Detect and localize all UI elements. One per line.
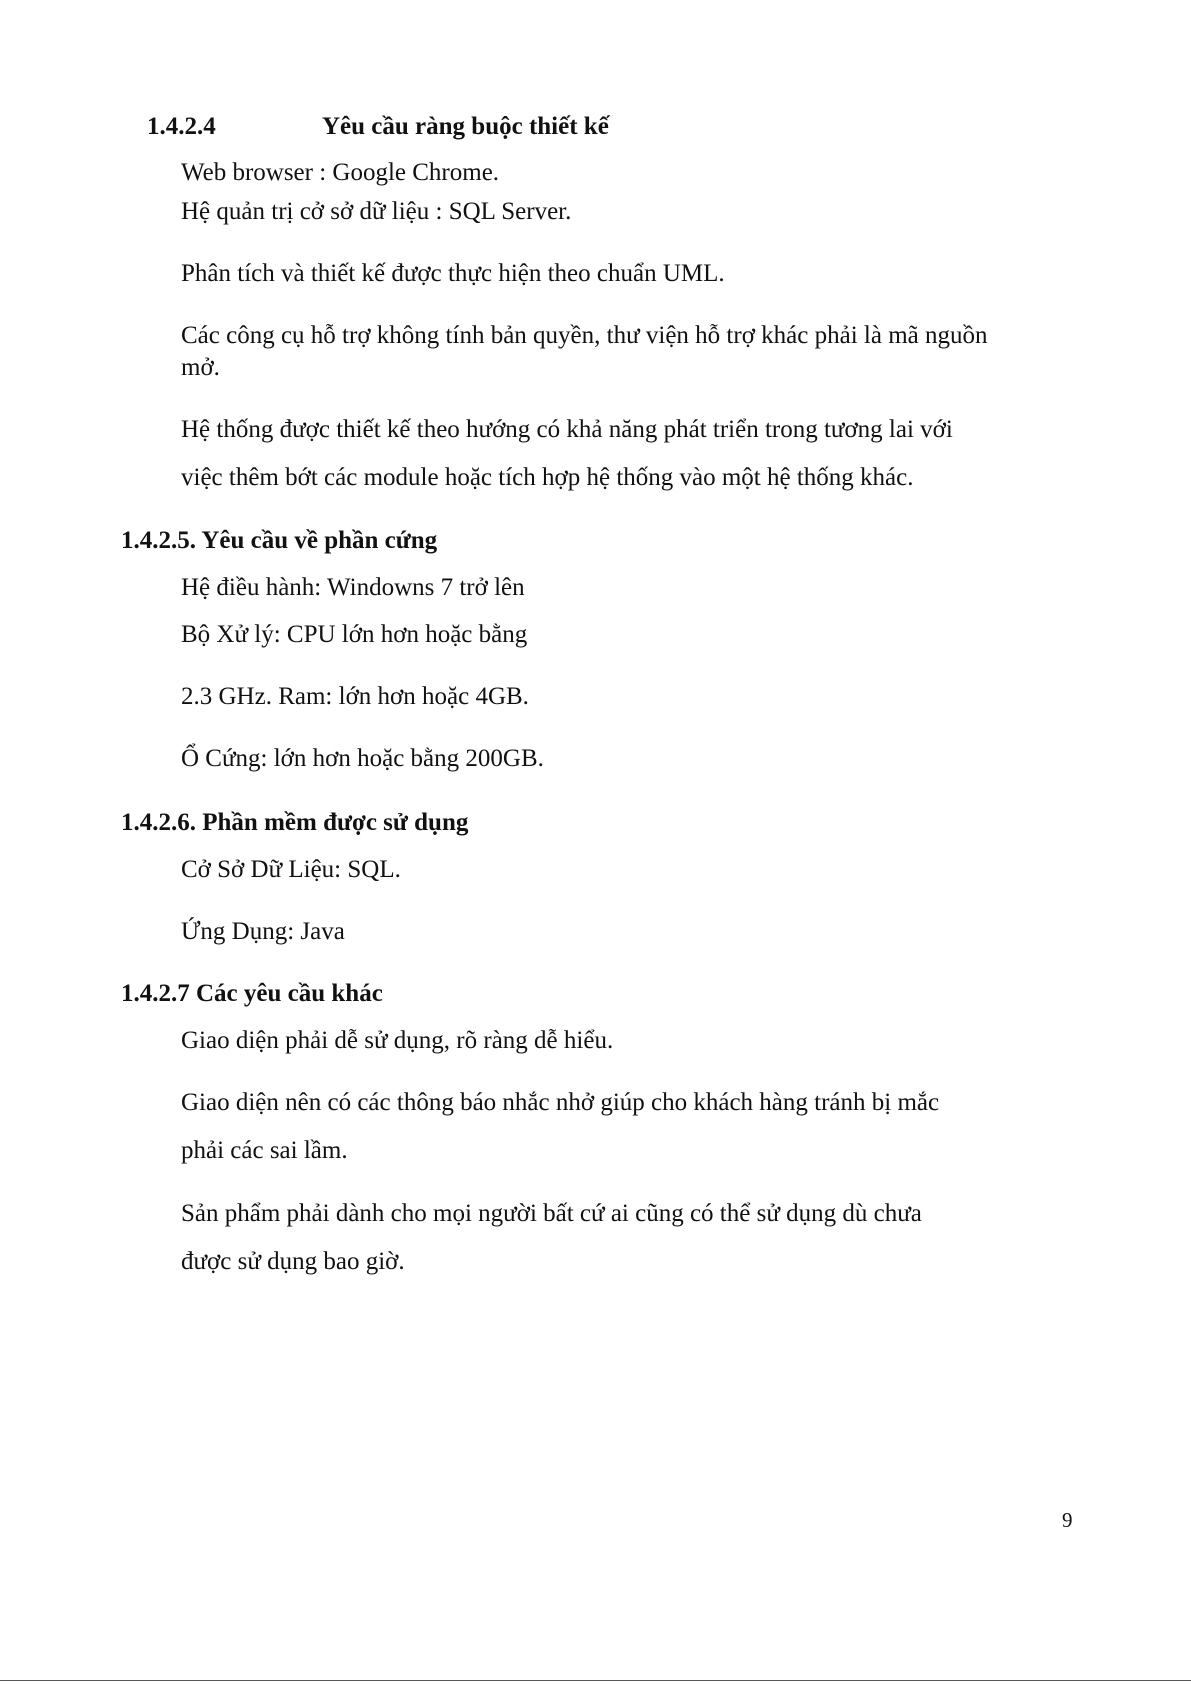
text-line: Các công cụ hỗ trợ không tính bản quyền, thư viện hỗ trợ khác phải là mã nguồn — [181, 322, 988, 349]
text-line: 2.3 GHz. Ram: lớn hơn hoặc 4GB. — [181, 683, 529, 710]
text-line: Hệ thống được thiết kế theo hướng có khả năng phát triển trong tương lai với — [181, 416, 953, 443]
text-line: Hệ điều hành: Windowns 7 trở lên — [181, 574, 525, 601]
text-line: Ứng Dụng: Java — [181, 918, 345, 945]
page-number: 9 — [1062, 1508, 1073, 1532]
text-line: Sản phẩm phải dành cho mọi người bất cứ ai cũng có thể sử dụng dù chưa — [181, 1200, 922, 1227]
page-bottom-divider — [0, 1680, 1191, 1681]
section-heading-1-4-2-4 — [147, 112, 216, 142]
text-line: Ổ Cứng: lớn hơn hoặc bằng 200GB. — [181, 745, 544, 772]
text-line: được sử dụng bao giờ. — [181, 1248, 405, 1275]
section-heading-1-4-2-6: 1.4.2.6. Phần mềm được sử dụng — [121, 809, 469, 836]
text-line: Web browser : Google Chrome. — [181, 159, 500, 186]
text-line: phải các sai lầm. — [181, 1137, 348, 1164]
text-line: mở. — [181, 354, 220, 381]
section-heading-1-4-2-5: 1.4.2.5. Yêu cầu về phần cứng — [121, 527, 438, 554]
text-line: Cở Sở Dữ Liệu: SQL. — [181, 856, 401, 883]
text-line: Giao diện phải dễ sử dụng, rõ ràng dễ hiểu. — [181, 1027, 614, 1054]
text-line: Hệ quản trị cở sở dữ liệu : SQL Server. — [181, 198, 572, 225]
text-line: Giao diện nên có các thông báo nhắc nhở giúp cho khách hàng tránh bị mắc — [181, 1089, 940, 1116]
section-number: 1.4.2.4 — [147, 113, 216, 140]
text-line: Phân tích và thiết kế được thực hiện theo chuẩn UML. — [181, 260, 725, 287]
section-heading-1-4-2-7: 1.4.2.7 Các yêu cầu khác — [121, 980, 383, 1007]
text-line: việc thêm bớt các module hoặc tích hợp hệ thống vào một hệ thống khác. — [181, 464, 914, 491]
text-line: Bộ Xử lý: CPU lớn hơn hoặc bằng — [181, 621, 528, 648]
section-title: Yêu cầu ràng buộc thiết kế — [322, 113, 609, 140]
